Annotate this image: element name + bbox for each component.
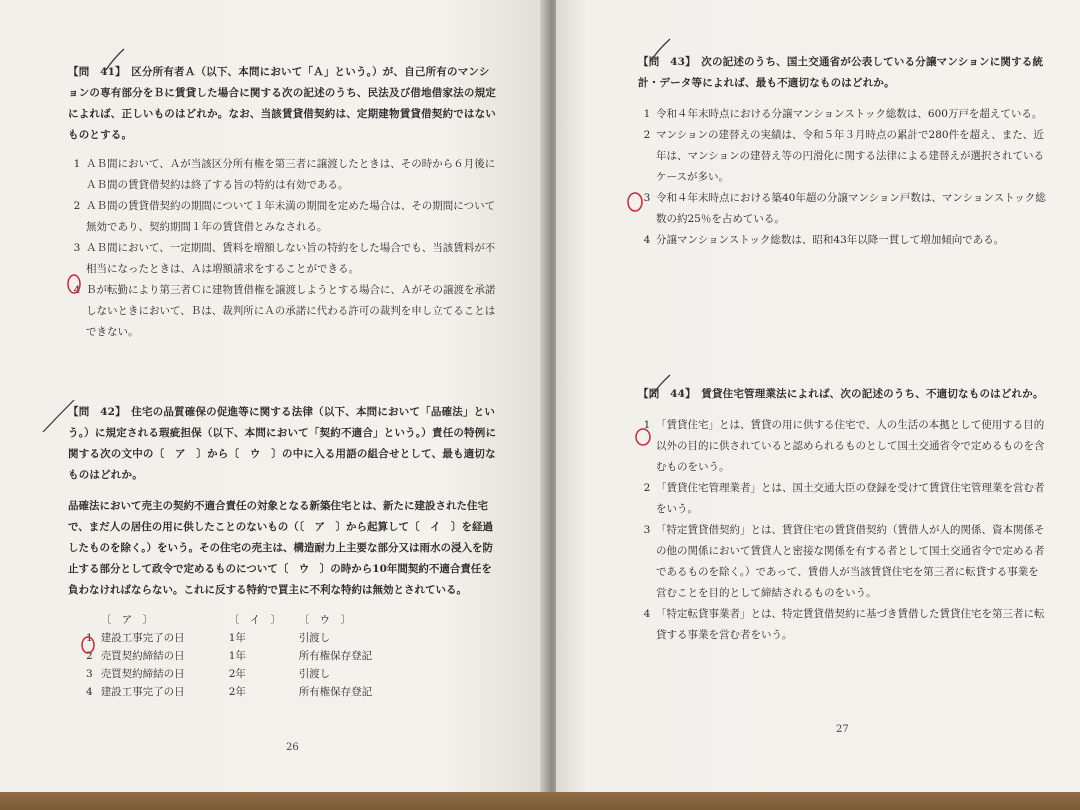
question-44-choice-1 <box>638 415 1048 478</box>
option-row-1 <box>82 629 376 647</box>
option-i: 2年 <box>228 668 246 680</box>
question-43-choice-1 <box>638 104 1048 125</box>
question-43-choice-3 <box>638 188 1048 230</box>
page-number-left: 26 <box>286 742 299 753</box>
choice-text: ＡＢ間において、一定期間、賃料を増額しない旨の特約をした場合でも、当該賃料が不相当になったときは、Ａは増額請求をすることができる。 <box>86 242 496 275</box>
question-42-options-table <box>82 611 376 701</box>
question-42-title: 【問 42】 住宅の品質確保の促進等に関する法律（以下、本問において「品確法」という。）に規定される瑕疵担保（以下、本問において「契約不適合」という。）責任の特例に関する次の文中の〔 ア 〕から〔 ウ 〕の中に入る用語の組合せとして、最も適切なものはどれか。 <box>68 406 497 481</box>
option-i: 1年 <box>228 650 246 662</box>
choice-number: 2 <box>73 200 81 212</box>
question-41-title: 【問 41】 区分所有者Ａ（以下、本問において「Ａ」という。）が、自己所有のマンションの専有部分をＢに賃貸した場合に関する次の記述のうち、民法及び借地借家法の規定によれば、正しいものはどれか。なお、当該賃貸借契約は、定期建物賃貸借契約ではないものとする。 <box>68 66 496 141</box>
choice-text: 令和４年末時点における分譲マンションストック総数は、600万戸を超えている。 <box>656 108 1043 120</box>
choice-number: 4 <box>643 234 651 246</box>
choice-number: 3 <box>643 524 651 536</box>
choice-number: 4 <box>643 608 651 620</box>
option-a: 建設工事完了の日 <box>100 686 185 698</box>
choice-text: 「賃貸住宅管理業者」とは、国土交通大臣の登録を受けて賃貸住宅管理業を営む者をいう。 <box>656 482 1045 515</box>
option-a: 建設工事完了の日 <box>100 632 185 644</box>
option-row-3 <box>82 665 376 683</box>
right-page <box>556 0 1080 792</box>
choice-text: マンションの建替えの実績は、令和５年３月時点の累計で280件を超え、また、近年は、マンションの建替え等の円滑化に関する法律による建替えが選択されているケースが多い。 <box>656 129 1045 183</box>
question-41 <box>68 62 500 343</box>
choice-number: 1 <box>73 158 81 170</box>
option-number: 4 <box>86 686 93 698</box>
header-u: 〔 ウ 〕 <box>298 614 352 626</box>
option-number: 3 <box>86 668 93 680</box>
choice-number: 1 <box>643 108 651 120</box>
option-u: 所有権保存登記 <box>298 686 373 698</box>
choice-number: 2 <box>643 482 651 494</box>
header-i: 〔 イ 〕 <box>228 614 282 626</box>
choice-text: ＡＢ間の賃貸借契約の期間について１年未満の期間を定めた場合は、その期間について無効であり、契約期間１年の賃貸借とみなされる。 <box>86 200 496 233</box>
choice-number: 1 <box>643 419 651 431</box>
question-43-title: 【問 43】 次の記述のうち、国土交通省が公表している分譲マンションに関する統計・データ等によれば、最も不適切なものはどれか。 <box>638 56 1044 89</box>
question-44-choice-3 <box>638 520 1048 604</box>
option-u: 所有権保存登記 <box>298 650 373 662</box>
question-44 <box>638 384 1048 646</box>
option-i: 2年 <box>228 686 246 698</box>
choice-number: 3 <box>73 242 81 254</box>
option-a: 売買契約締結の日 <box>100 650 185 662</box>
choice-text: 「特定賃貸借契約」とは、賃貸住宅の賃貸借契約（賃借人が人的関係、資本関係その他の関係において賃貸人と密接な関係を有する者として国土交通省令で定める者であるものを除く。）であって、賃借人が当該賃貸住宅を第三者に転貸する事業を営むことを目的として締結されるものをいう。 <box>656 524 1045 599</box>
option-u: 引渡し <box>298 632 331 644</box>
choice-number: 3 <box>643 192 651 204</box>
choice-text: 「特定転貸事業者」とは、特定賃貸借契約に基づき賃借した賃貸住宅を第三者に転貸する事業を営む者をいう。 <box>656 608 1045 641</box>
option-a: 売買契約締結の日 <box>100 668 185 680</box>
choice-number: 2 <box>643 129 651 141</box>
question-42-passage: 品確法において売主の契約不適合責任の対象となる新築住宅とは、新たに建設された住宅で、まだ人の居住の用に供したことのないもの（〔 ア 〕から起算して〔 イ 〕を経過したものを除く。）をいう。その住宅の売主は、構造耐力上主要な部分又は雨水の浸入を防止する部分として政令で定めるものについて〔 ウ 〕の時から10年間契約不適合責任を負わなければならない。これに反する特約で買主に不利な特約は無効とされている。 <box>68 500 494 596</box>
question-44-choice-2 <box>638 478 1048 520</box>
question-44-title: 【問 44】 賃貸住宅管理業法によれば、次の記述のうち、不適切なものはどれか。 <box>638 388 1044 400</box>
option-row-4 <box>82 683 376 701</box>
question-41-choice-2 <box>68 196 500 238</box>
option-number: 2 <box>86 650 93 662</box>
choice-text: 分譲マンションストック総数は、昭和43年以降一貫して増加傾向である。 <box>656 234 1005 246</box>
question-41-choice-1 <box>68 154 500 196</box>
question-43-choice-2 <box>638 125 1048 188</box>
option-u: 引渡し <box>298 668 331 680</box>
question-42 <box>68 402 500 701</box>
question-41-choice-4 <box>68 280 500 343</box>
header-a: 〔 ア 〕 <box>100 614 154 626</box>
choice-text: 「賃貸住宅」とは、賃貸の用に供する住宅で、人の生活の本拠として使用する目的以外の目的に供されていると認められるものとして国土交通省令で定めるものを含むものをいう。 <box>656 419 1045 473</box>
choice-text: Ｂが転勤により第三者Ｃに建物賃借権を譲渡しようとする場合に、Ａがその譲渡を承諾しないときにおいて、Ｂは、裁判所にＡの承諾に代わる許可の裁判を申し立てることはできない。 <box>86 284 496 338</box>
page-number-right: 27 <box>836 724 849 735</box>
option-row-2 <box>82 647 376 665</box>
question-44-choice-4 <box>638 604 1048 646</box>
question-43-choice-4 <box>638 230 1048 251</box>
choice-text: 令和４年末時点における築40年超の分譲マンション戸数は、マンションストック総数の約25％を占めている。 <box>656 192 1046 225</box>
choice-text: ＡＢ間において、Ａが当該区分所有権を第三者に譲渡したときは、その時から６月後にＡＢ間の賃貸借契約は終了する旨の特約は有効である。 <box>86 158 496 191</box>
choice-number: 4 <box>73 284 81 296</box>
question-43 <box>638 52 1048 251</box>
question-41-choice-3 <box>68 238 500 280</box>
left-page <box>0 0 548 792</box>
option-i: 1年 <box>228 632 246 644</box>
option-number: 1 <box>86 632 93 644</box>
